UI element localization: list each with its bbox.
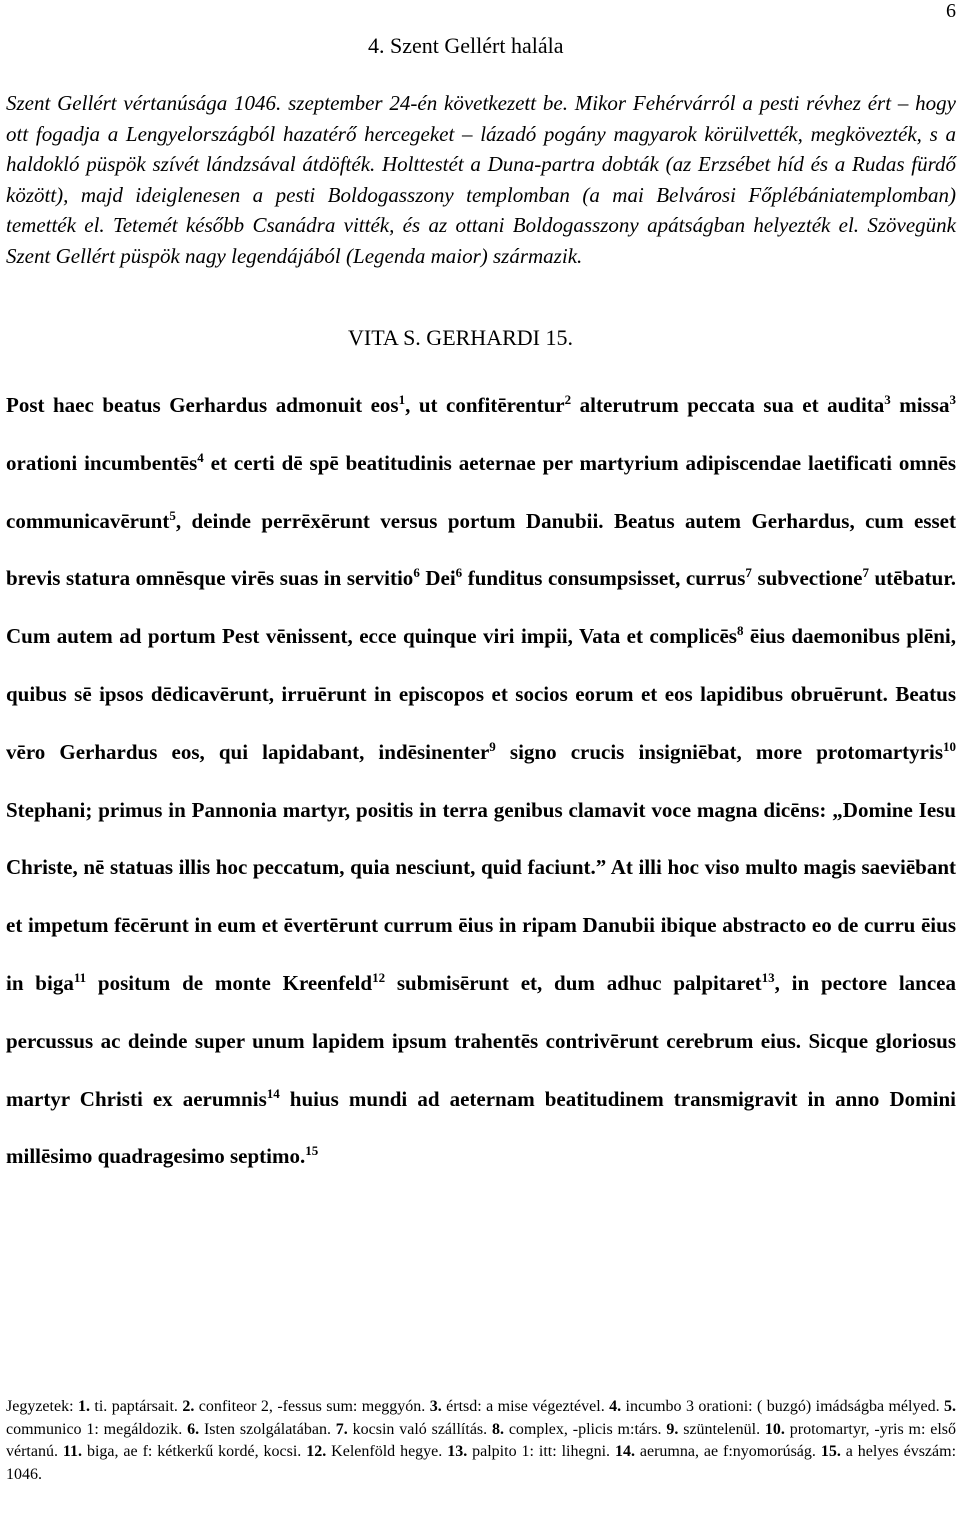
footnote-marker: 13 [761,969,775,985]
footnote-marker: 7 [862,565,869,581]
footnote-marker: 11 [73,969,87,985]
footnote-marker: 6 [455,565,463,581]
note-text: értsd: a mise végeztével. [441,1398,610,1415]
footnotes [6,1396,956,1486]
latin-text-segment: orationi incumbentēs [6,450,198,475]
footnote-marker: 15 [305,1143,319,1159]
page-number: 6 [946,0,956,22]
note-number: 9. [666,1420,679,1438]
footnote-marker: 12 [372,969,386,985]
note-number: 13. [447,1443,468,1460]
note-text: protomartyr, -yris m: első vértanú. [6,1420,957,1460]
latin-text-segment: alterutrum peccata sua et audita [571,393,885,417]
note-text: palpito 1: itt: lihegni. [467,1443,615,1460]
footnote-marker: 10 [943,738,956,754]
note-number: 8. [491,1420,504,1438]
footnote-marker: 2 [564,392,572,407]
note-number: 4. [609,1398,622,1415]
note-text: communico 1: megáldozik. [6,1420,188,1438]
note-number: 3. [429,1398,442,1415]
note-number: 5. [944,1398,956,1415]
note-number: 6. [187,1420,200,1438]
latin-text-segment: missa [890,393,950,417]
latin-text-segment: Dei [419,566,456,591]
latin-text-segment: signo crucis insigniēbat, more protomartyris [495,739,943,764]
latin-text-segment: et certi dē spē beatitudinis aeternae per martyrium adipiscendae laetificati omnēs communicavērunt [6,450,957,533]
latin-text-segment: Post haec beatus Gerhardus admonuit eos [6,393,399,417]
note-number: 14. [614,1443,635,1460]
latin-text-segment: , ut confitērentur [405,393,565,417]
latin-text-segment: ēius daemonibus plēni, quibus sē ipsos dēdicavērunt, irruērunt in episcopos et socios eorum et eos lapidibus obruērunt. Beatus vēro Gerhardus eos, qui lapidabant, indēsinenter [6,624,956,764]
footnote-marker: 3 [949,392,956,407]
note-text: Kelenföld hegye. [326,1443,448,1460]
note-number: 12. [306,1443,327,1460]
note-number: 11. [62,1443,83,1460]
note-text: incumbo 3 orationi: ( buzgó) imádságba mélyed. [621,1398,944,1415]
note-number: 15. [820,1443,841,1460]
footnote-marker: 14 [266,1085,280,1101]
note-text: ti. paptársait. [89,1398,183,1415]
latin-text-segment: , in pectore lancea percussus ac deinde super unum lapidem ipsum trahentēs contrivērunt cerebrum eius. Sicque gloriosus martyr Christi ex aerumnis [6,970,957,1111]
latin-text-segment: huius mundi ad aeternam beatitudinem transmigravit in anno Domini millēsimo quadragesimo septimo. [6,1086,956,1169]
footnote-marker: 4 [197,449,204,465]
footnote-marker: 7 [745,565,752,581]
footnote-marker: 6 [413,565,420,581]
note-number: 1. [77,1398,90,1415]
vita-title: VITA S. GERHARDI 15. [348,325,573,350]
latin-text-segment: , deinde perrēxērunt versus portum Danubii. Beatus autem Gerhardus, cum esset brevis statura omnēsque virēs suas in servitio [6,508,956,591]
latin-text-segment: utēbatur. Cum autem ad portum Pest vēnissent, ecce quinque viri impii, Vata et complicēs [6,566,956,649]
latin-text-segment: positum de monte Kreenfeld [86,970,373,995]
intro-paragraph: Szent Gellért vértanúsága 1046. szeptember 24-én következett be. Mikor Fehérvárról a pesti révhez ért – hogy ott fogadja a Lengyelországból hazatérő hercegeket – lázadó pogány magyarok körülvették, megkövezték, s a haldokló püspök szívét lándzsával átdöfték. Holttestét a Duna-partra dobták (az Erzsébet híd és a Rudas fürdő között), majd ideiglenesen a pesti Boldogasszony templomban (a mai Belvárosi Főplébániatemplomban) temették el. Tetemét később Csanádra vitték, és az ottani Boldogasszony apátságban helyezték el. Szövegünk Szent Gellért püspök nagy legendájából (Legenda maior) származik. [6,91,956,268]
note-text: kocsin való szállítás. [347,1420,492,1438]
footnote-marker: 5 [169,507,176,523]
latin-text-segment: funditus consumpsisset, currus [462,566,746,591]
note-text: Isten szolgálatában. [199,1420,336,1438]
latin-text-segment: submisērunt et, dum adhuc palpitaret [385,970,762,995]
note-text: complex, -plicis m:társ. [503,1420,667,1438]
note-text: confiteor 2, -fessus sum: meggyón. [194,1398,430,1415]
footnote-marker: 3 [884,392,891,407]
latin-text-segment: subvectione [751,566,863,591]
note-text: szüntelenül. [678,1420,765,1438]
note-number: 10. [764,1420,785,1438]
latin-text-segment: Stephani; primus in Pannonia martyr, positis in terra genibus clamavit voce magna dicēns: „Domine Iesu Christe, nē statuas illis hoc peccatum, quia nesciunt, quid faciunt.” At illi hoc viso multo magis saeviēbant et impetum fēcērunt in eum et ēvertērunt currum ēius in ripam Danubii ibique abstracto eo de curru ēius in biga [6,797,956,995]
note-text: aerumna, ae f:nyomorúság. [634,1443,821,1460]
footnote-marker: 8 [736,623,744,639]
footnote-marker: 1 [398,392,406,407]
note-text: a helyes évszám: 1046. [6,1443,957,1483]
note-number: 7. [335,1420,348,1438]
note-number: 2. [182,1398,195,1415]
chapter-title: 4. Szent Gellért halála [368,33,564,58]
latin-text [6,377,956,1186]
note-text: Jegyzetek: [6,1398,78,1415]
footnote-marker: 9 [489,738,496,754]
note-text: biga, ae f: kétkerkű kordé, kocsi. [82,1443,307,1460]
